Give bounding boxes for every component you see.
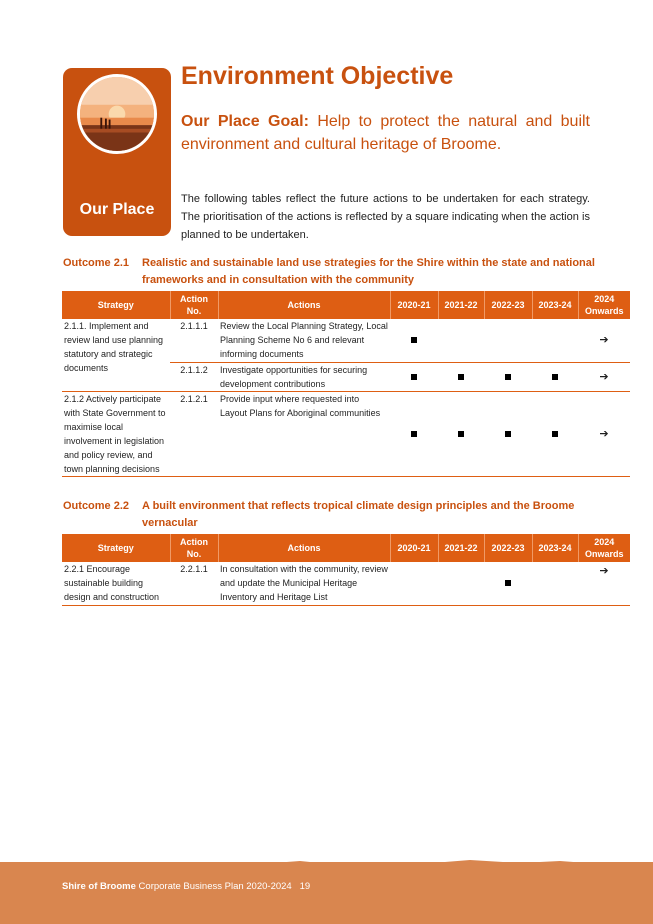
- ongoing-arrow-icon: ➔: [599, 427, 609, 440]
- footer-text: [62, 881, 310, 892]
- timeline-cell: [390, 319, 438, 362]
- priority-square-icon: [505, 431, 511, 437]
- timeline-cell: [390, 391, 438, 476]
- badge-label: Our Place: [79, 201, 155, 218]
- action-text: Provide input where requested into Layout Plans for Aboriginal communities: [218, 391, 390, 476]
- col-header: 2024 Onwards: [578, 534, 630, 562]
- timeline-cell: [532, 362, 578, 391]
- col-header: 2023-24: [532, 291, 578, 319]
- timeline-cell: [532, 562, 578, 605]
- action-number: 2.2.1.1: [170, 562, 218, 605]
- timeline-cell: [438, 391, 484, 476]
- action-number: 2.1.2.1: [170, 391, 218, 476]
- timeline-cell: [390, 562, 438, 605]
- priority-square-icon: [411, 337, 417, 343]
- priority-square-icon: [411, 431, 417, 437]
- timeline-cell: [532, 391, 578, 476]
- timeline-cell: [484, 562, 532, 605]
- outcome-heading: [63, 498, 623, 532]
- timeline-cell: [578, 391, 630, 476]
- strategy-cell: 2.1.2 Actively participate with State Government to maximise local involvement in legislation and policy review, and town planning decisions: [62, 391, 170, 476]
- outcome-number: Outcome 2.2: [63, 500, 130, 512]
- strategy-cell: 2.1.1. Implement and review land use planning statutory and strategic documents: [62, 319, 170, 391]
- priority-square-icon: [458, 374, 464, 380]
- timeline-cell: [578, 562, 630, 605]
- col-header: 2020-21: [390, 534, 438, 562]
- intro-paragraph: The following tables reflect the future actions to be undertaken for each strategy. The prioritisation of the actions is reflected by a square indicating when the action is planned to be undertaken.: [181, 193, 590, 241]
- timeline-cell: [390, 362, 438, 391]
- timeline-cell: [578, 319, 630, 362]
- actions-table: [62, 291, 630, 477]
- priority-square-icon: [552, 431, 558, 437]
- timeline-cell: [484, 319, 532, 362]
- outcome-title: Realistic and sustainable land use strategies for the Shire within the state and national frameworks and in consultation with the community: [142, 257, 595, 286]
- timeline-cell: [484, 391, 532, 476]
- table-row: [62, 391, 630, 476]
- actions-table: [62, 534, 630, 606]
- our-place-badge: [63, 68, 171, 236]
- col-header: 2022-23: [484, 534, 532, 562]
- col-header: Action No.: [170, 534, 218, 562]
- timeline-cell: [438, 562, 484, 605]
- timeline-cell: [438, 362, 484, 391]
- action-text: Investigate opportunities for securing development contributions: [218, 362, 390, 391]
- col-header: 2023-24: [532, 534, 578, 562]
- col-header: 2024 Onwards: [578, 291, 630, 319]
- col-header: Strategy: [62, 534, 170, 562]
- ongoing-arrow-icon: ➔: [599, 370, 609, 383]
- table-row: [62, 562, 630, 605]
- timeline-cell: [578, 362, 630, 391]
- action-text: In consultation with the community, review and update the Municipal Heritage Inventory and Heritage List: [218, 562, 390, 605]
- ongoing-arrow-icon: ➔: [599, 565, 609, 577]
- action-number: 2.1.1.1: [170, 319, 218, 362]
- timeline-cell: [532, 319, 578, 362]
- col-header: Actions: [218, 291, 390, 319]
- outcome-title: A built environment that reflects tropical climate design principles and the Broome vernacular: [142, 500, 575, 529]
- priority-square-icon: [411, 374, 417, 380]
- action-text: Review the Local Planning Strategy, Local Planning Scheme No 6 and relevant informing documents: [218, 319, 390, 362]
- col-header: 2020-21: [390, 291, 438, 319]
- sunset-beach-photo: [77, 74, 157, 154]
- col-header: 2021-22: [438, 291, 484, 319]
- timeline-cell: [484, 362, 532, 391]
- col-header: Actions: [218, 534, 390, 562]
- page-title: Environment Objective: [181, 62, 454, 90]
- table-header-row: [62, 291, 630, 319]
- outcome-number: Outcome 2.1: [63, 257, 130, 269]
- col-header: Action No.: [170, 291, 218, 319]
- page-number: 19: [299, 881, 311, 892]
- priority-square-icon: [505, 374, 511, 380]
- timeline-cell: [438, 319, 484, 362]
- ongoing-arrow-icon: ➔: [599, 334, 609, 347]
- outcome-heading: [63, 255, 623, 289]
- goal-text: Help to protect the natural and built environment and cultural heritage of Broome.: [181, 113, 590, 153]
- footer-doc: Corporate Business Plan 2020-2024: [138, 881, 292, 892]
- goal-label: Our Place Goal:: [181, 113, 309, 130]
- strategy-cell: 2.2.1 Encourage sustainable building design and construction: [62, 562, 170, 605]
- goal-statement: [181, 110, 590, 156]
- page-footer: [0, 862, 653, 924]
- footer-org: Shire of Broome: [62, 881, 136, 892]
- priority-square-icon: [505, 580, 511, 586]
- table-row: [62, 319, 630, 362]
- action-number: 2.1.1.2: [170, 362, 218, 391]
- priority-square-icon: [458, 431, 464, 437]
- col-header: 2021-22: [438, 534, 484, 562]
- col-header: 2022-23: [484, 291, 532, 319]
- col-header: Strategy: [62, 291, 170, 319]
- priority-square-icon: [552, 374, 558, 380]
- table-header-row: [62, 534, 630, 562]
